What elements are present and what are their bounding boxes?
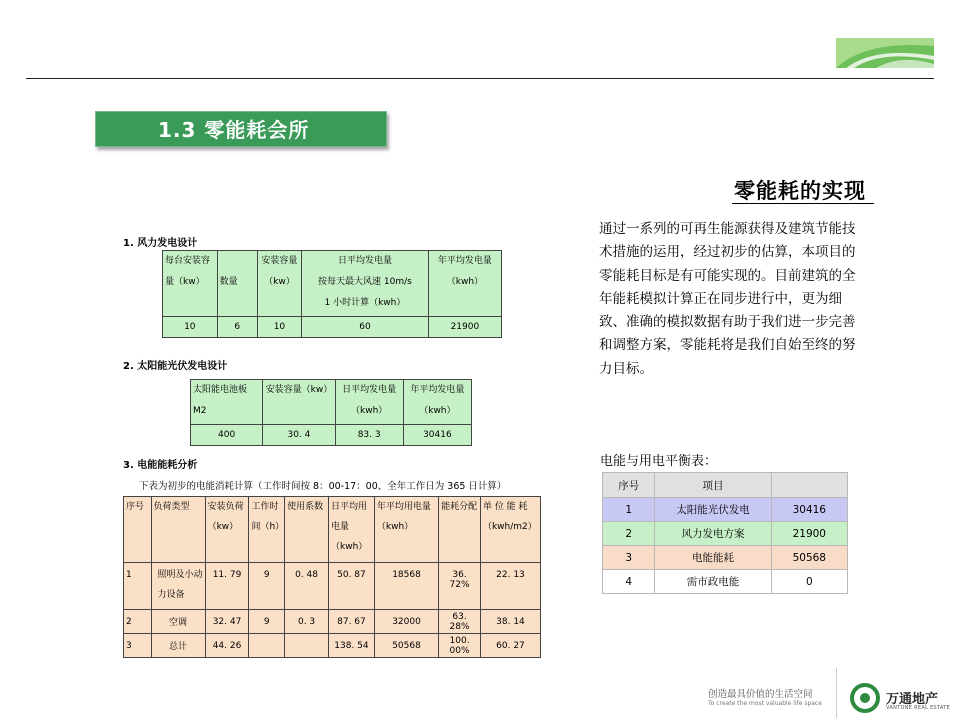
solar-header-capacity: 安装容量（kw） (263, 380, 335, 425)
table-row (603, 522, 848, 546)
section-heading: 零能耗的实现 (734, 179, 866, 203)
wind-header-unit-capacity: 每台安装容量（kw） (163, 251, 218, 317)
consumption-header-annual: 年平均用电量（kwh） (374, 497, 438, 563)
table-row (603, 498, 848, 522)
consumption-header-hours: 工作时间（h） (249, 497, 285, 563)
solar-header-daily: 日平均发电量（kwh） (335, 380, 403, 425)
balance-cell: 4 (603, 570, 655, 594)
balance-cell: 3 (603, 546, 655, 570)
wind-header-capacity: 安装容量（kw） (257, 251, 301, 317)
consumption-cell: 50568 (374, 634, 438, 658)
footer-divider (836, 668, 837, 718)
table-row (124, 610, 541, 634)
solar-table (190, 379, 472, 446)
leaf-logo-icon (836, 38, 934, 68)
footer-slogan: 创造最具价值的生活空间 (708, 689, 813, 700)
consumption-cell: 87. 67 (329, 610, 375, 634)
consumption-cell: 36. 72% (439, 563, 481, 610)
wind-header-annual: 年平均发电量（kwh） (428, 251, 501, 317)
balance-cell: 风力发电方案 (655, 522, 771, 546)
page-title: 1.3 零能耗会所 (95, 111, 387, 147)
wind-value-unit-capacity: 10 (163, 317, 218, 338)
table-row (124, 563, 541, 610)
wind-value-daily: 60 (302, 317, 429, 338)
heading-underline (732, 203, 874, 204)
consumption-cell: 总计 (151, 634, 205, 658)
wind-section-title: 1. 风力发电设计 (123, 238, 198, 249)
consumption-cell: 50. 87 (329, 563, 375, 610)
wind-value-capacity: 10 (257, 317, 301, 338)
consumption-header-factor: 使用系数 (285, 497, 329, 563)
consumption-header-no: 序号 (124, 497, 152, 563)
table-row (603, 570, 848, 594)
consumption-section-title: 3. 电能能耗分析 (123, 460, 198, 471)
balance-cell: 电能能耗 (655, 546, 771, 570)
consumption-cell: 2 (124, 610, 152, 634)
wind-header-daily (302, 251, 429, 317)
balance-cell: 30416 (771, 498, 847, 522)
consumption-cell: 44. 26 (205, 634, 249, 658)
solar-value-annual: 30416 (403, 425, 471, 446)
consumption-cell: 60. 27 (480, 634, 540, 658)
consumption-header-load: 安装负荷（kw） (205, 497, 249, 563)
consumption-cell: 38. 14 (480, 610, 540, 634)
consumption-table (123, 496, 541, 658)
footer-slogan-en: To create the most valuable life space (708, 700, 822, 707)
balance-table (602, 472, 848, 594)
balance-title: 电能与用电平衡表： (600, 454, 718, 469)
wind-value-annual: 21900 (428, 317, 501, 338)
consumption-cell: 18568 (374, 563, 438, 610)
consumption-cell: 3 (124, 634, 152, 658)
consumption-cell: 空调 (151, 610, 205, 634)
consumption-cell: 32000 (374, 610, 438, 634)
solar-value-area: 400 (191, 425, 263, 446)
consumption-header-daily: 日平均用电量（kwh） (329, 497, 375, 563)
table-row (603, 546, 848, 570)
consumption-cell: 照明及小动力设备 (151, 563, 205, 610)
balance-cell: 太阳能光伏发电 (655, 498, 771, 522)
consumption-header-unit: 单 位 能 耗（kwh/m2） (480, 497, 540, 563)
consumption-note: 下表为初步的电能消耗计算（工作时间按 8：00-17：00、全年工作日为 365 日计算） (139, 481, 507, 492)
wind-header-daily-label: 日平均发电量 (337, 256, 392, 266)
header-divider (26, 78, 934, 79)
wind-header-daily-note2: 1 小时计算（kwh） (324, 298, 406, 308)
wind-table (162, 250, 502, 338)
balance-cell: 0 (771, 570, 847, 594)
balance-header-value (771, 473, 847, 498)
brand-name: 万通地产 (886, 692, 939, 707)
balance-cell: 50568 (771, 546, 847, 570)
wind-value-count: 6 (217, 317, 257, 338)
wind-header-daily-note: 按每天最大风速 10m/s (318, 277, 412, 287)
consumption-cell (285, 634, 329, 658)
consumption-header-load-type: 负荷类型 (151, 497, 205, 563)
brand-name-en: VANTONE REAL ESTATE (886, 705, 951, 711)
solar-header-annual: 年平均发电量（kwh） (403, 380, 471, 425)
vantone-logo-icon (850, 683, 880, 713)
solar-section-title: 2. 太阳能光伏发电设计 (123, 361, 228, 372)
solar-header-area: 太阳能电池板M2 (191, 380, 263, 425)
balance-cell: 需市政电能 (655, 570, 771, 594)
consumption-header-share: 能耗分配 (439, 497, 481, 563)
solar-value-capacity: 30. 4 (263, 425, 335, 446)
solar-value-daily: 83. 3 (335, 425, 403, 446)
consumption-cell: 9 (249, 563, 285, 610)
balance-header-no: 序号 (603, 473, 655, 498)
consumption-cell: 0. 3 (285, 610, 329, 634)
consumption-cell (249, 634, 285, 658)
wind-header-count: 数量 (217, 251, 257, 317)
balance-cell: 1 (603, 498, 655, 522)
consumption-cell: 0. 48 (285, 563, 329, 610)
consumption-cell: 22. 13 (480, 563, 540, 610)
consumption-cell: 138. 54 (329, 634, 375, 658)
balance-cell: 2 (603, 522, 655, 546)
consumption-cell: 11. 79 (205, 563, 249, 610)
consumption-cell: 9 (249, 610, 285, 634)
description-paragraph: 通过一系列的可再生能源获得及建筑节能技术措施的运用，经过初步的估算，本项目的零能耗目标是有可能实现的。目前建筑的全年能耗模拟计算正在同步进行中，更为细致、准确的模拟数据有助于我们进一步完善和调整方案，零能耗将是我们自始至终的努力目标。 (599, 221, 856, 377)
table-row (124, 634, 541, 658)
consumption-cell: 32. 47 (205, 610, 249, 634)
consumption-cell: 1 (124, 563, 152, 610)
consumption-cell: 63. 28% (439, 610, 481, 634)
balance-cell: 21900 (771, 522, 847, 546)
balance-header-item: 项目 (655, 473, 771, 498)
consumption-cell: 100. 00% (439, 634, 481, 658)
